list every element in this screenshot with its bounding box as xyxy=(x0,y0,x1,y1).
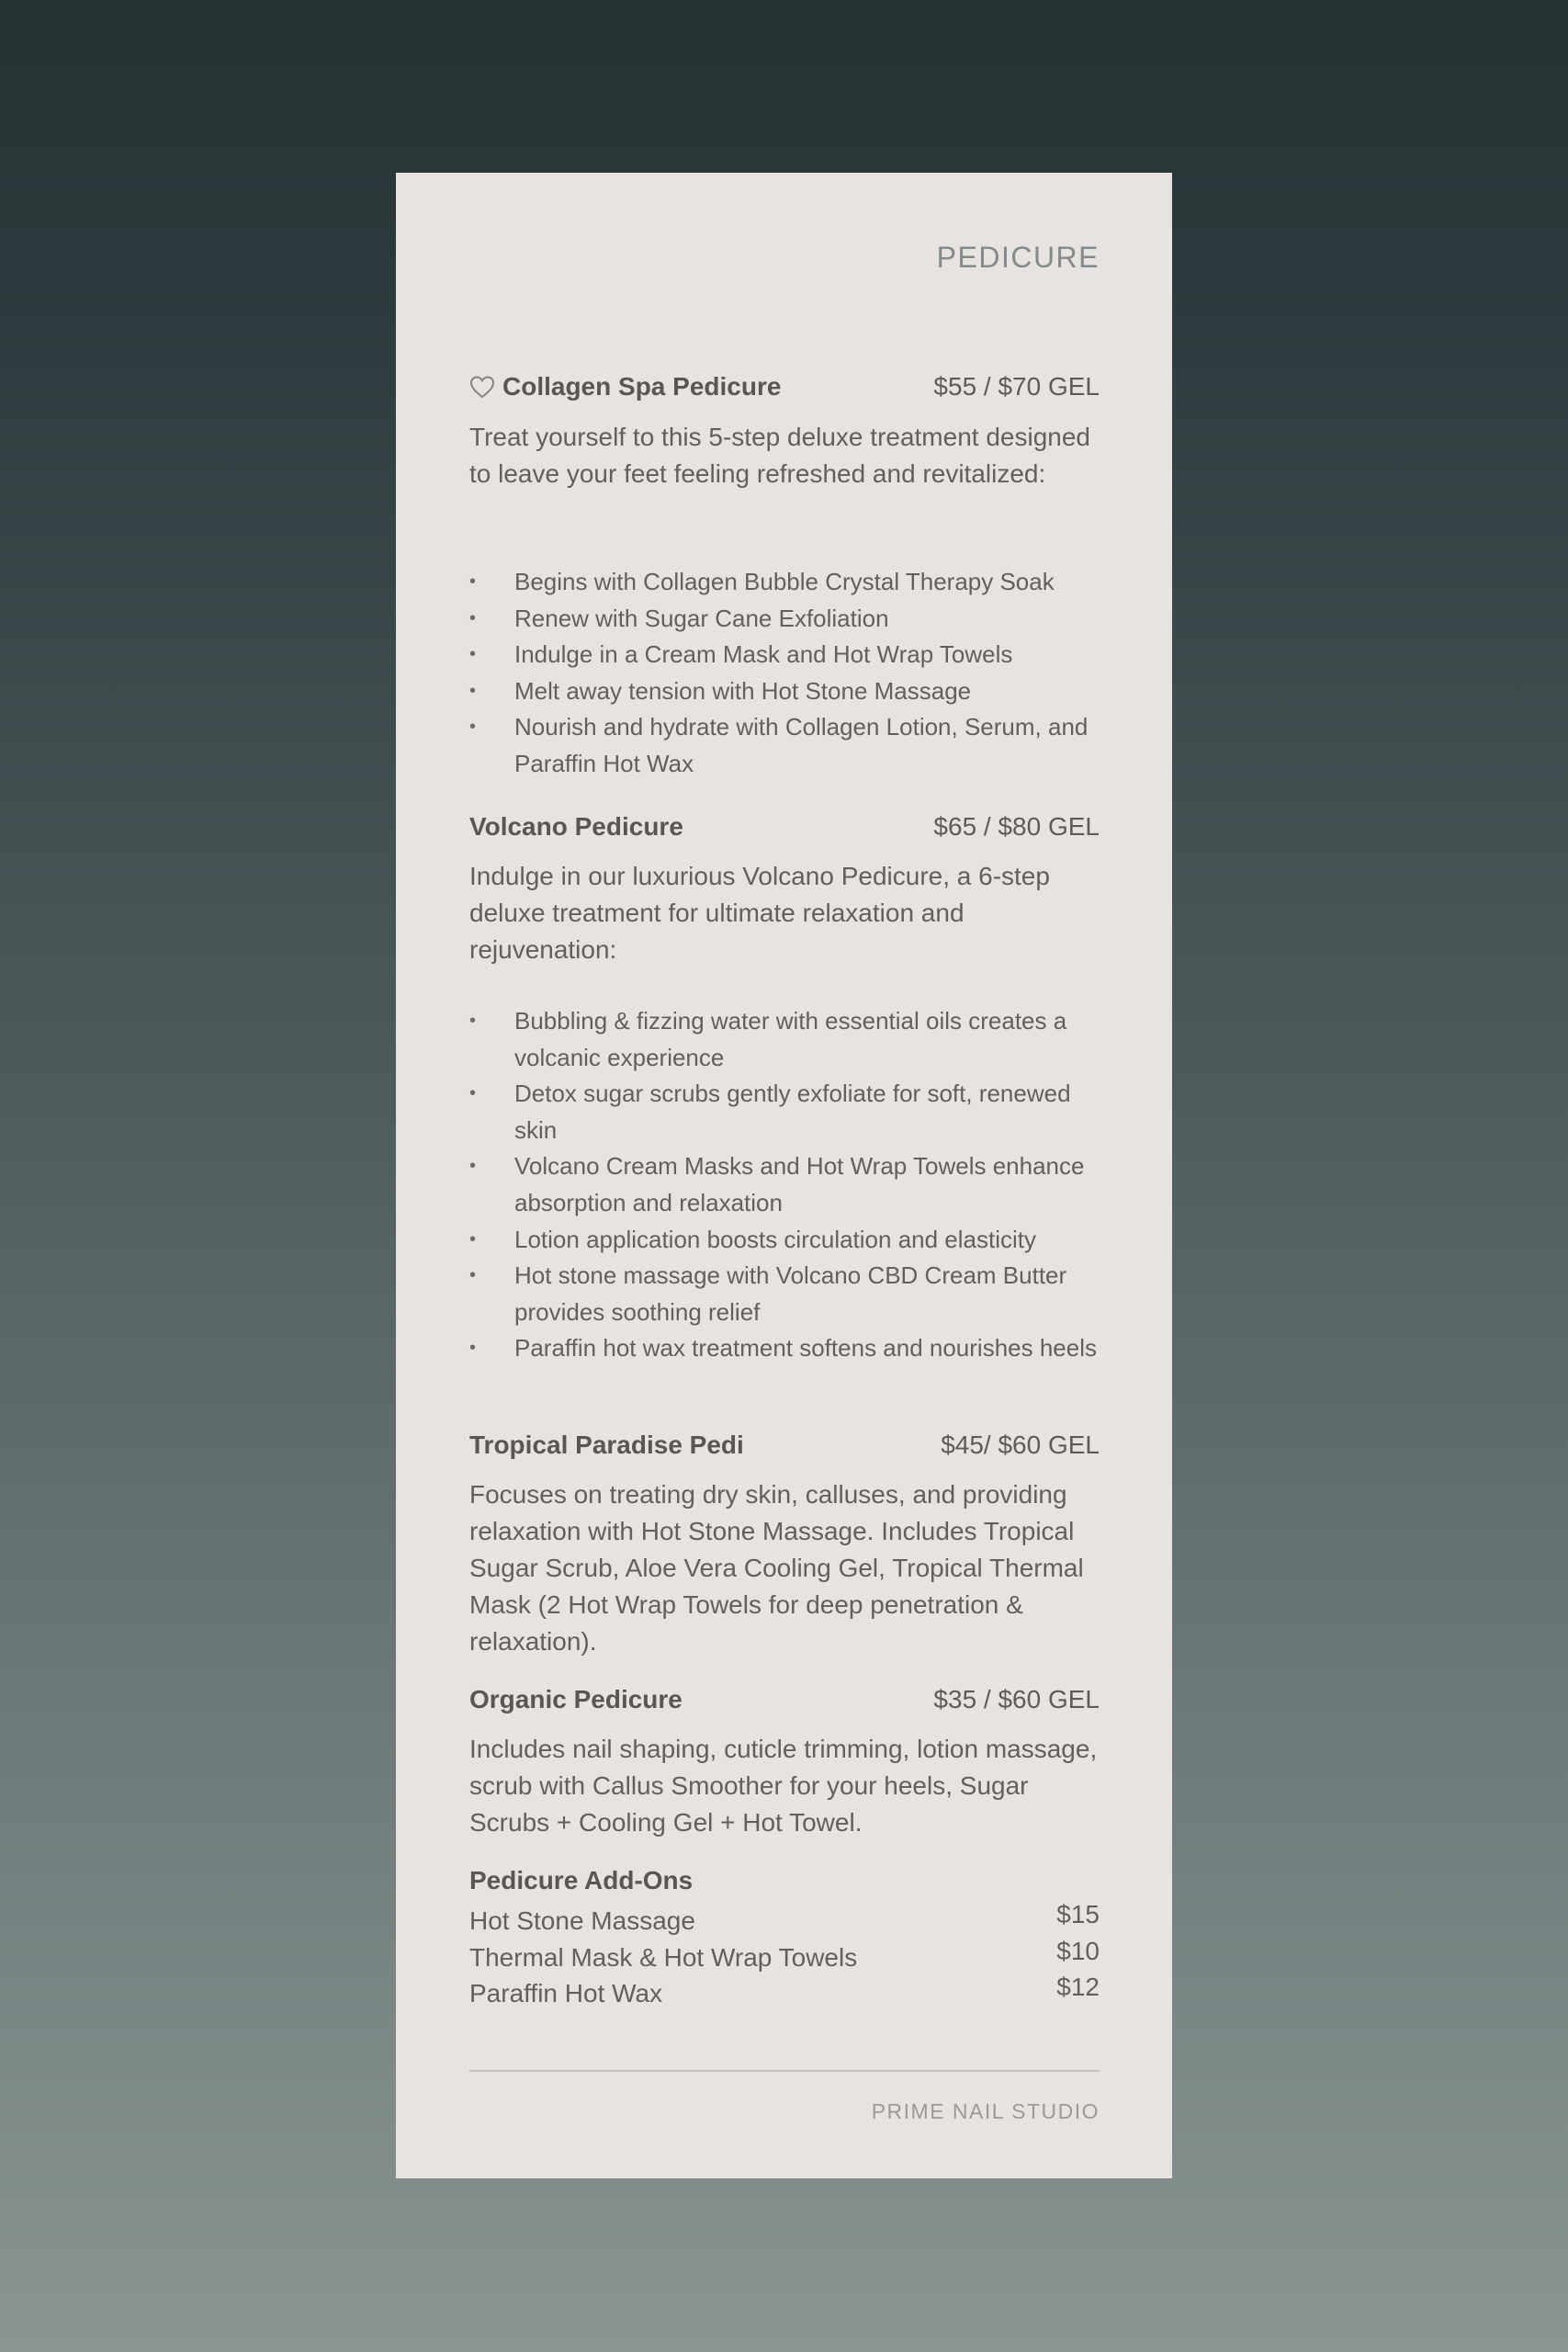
addon-price: $15 xyxy=(1056,1900,1100,1928)
step-item: • Melt away tension with Hot Stone Massage xyxy=(469,673,1100,710)
addon-price: $12 xyxy=(1056,1973,1100,2002)
service-price: $65 / $80 GEL xyxy=(933,812,1100,841)
menu-card xyxy=(396,173,1172,2178)
service-header xyxy=(469,1681,1100,1718)
service-price: $55 / $70 GEL xyxy=(933,372,1100,401)
step-item: • Detox sugar scrubs gently exfoliate for soft, renewed skin xyxy=(469,1076,1100,1148)
step-item: • Hot stone massage with Volcano CBD Cream Butter provides soothing relief xyxy=(469,1258,1100,1330)
addon-name: Paraffin Hot Wax xyxy=(469,1979,663,2008)
service-description: Treat yourself to this 5-step deluxe treatment designed to leave your feet feeling refreshed and revitalized: xyxy=(469,423,1090,488)
step-item: • Bubbling & fizzing water with essential oils creates a volcanic experience xyxy=(469,1003,1100,1076)
step-item: • Volcano Cream Masks and Hot Wrap Towels enhance absorption and relaxation xyxy=(469,1148,1100,1221)
service-name: Collagen Spa Pedicure xyxy=(502,372,782,401)
service-price: $45/ $60 GEL xyxy=(941,1430,1100,1459)
service-name: Volcano Pedicure xyxy=(469,812,683,841)
addon-row xyxy=(469,1900,1100,1943)
service-name: Organic Pedicure xyxy=(469,1685,682,1713)
addons-title: Pedicure Add-Ons xyxy=(469,1866,694,1894)
addon-list xyxy=(469,1900,1100,2016)
service-description: Focuses on treating dry skin, calluses, and providing relaxation with Hot Stone Massage. Includes Tropical Sugar Scrub, Aloe Vera Cooling Gel, Tropical Thermal Mask (2 Hot Wrap Towels for deep penetration & relaxation). xyxy=(469,1480,1084,1656)
service-steps xyxy=(469,564,1100,783)
footer-divider xyxy=(469,2070,1100,2072)
service-header xyxy=(469,368,1100,405)
addon-row xyxy=(469,1936,1100,1980)
service-name: Tropical Paradise Pedi xyxy=(469,1430,744,1459)
addon-name: Thermal Mask & Hot Wrap Towels xyxy=(469,1942,858,1972)
service-description: Indulge in our luxurious Volcano Pedicure, a 6-step deluxe treatment for ultimate relaxation and rejuvenation: xyxy=(469,862,1050,964)
step-item: • Begins with Collagen Bubble Crystal Therapy Soak xyxy=(469,564,1100,601)
service-price: $35 / $60 GEL xyxy=(933,1685,1100,1713)
addon-name: Hot Stone Massage xyxy=(469,1906,695,1935)
service-header xyxy=(469,1427,1100,1464)
step-item: • Renew with Sugar Cane Exfoliation xyxy=(469,601,1100,638)
service-header xyxy=(469,808,1100,845)
page-title: PEDICURE xyxy=(936,241,1100,274)
step-item: • Indulge in a Cream Mask and Hot Wrap Towels xyxy=(469,637,1100,673)
service-description: Includes nail shaping, cuticle trimming, lotion massage, scrub with Callus Smoother for your heels, Sugar Scrubs + Cooling Gel + Hot Towel. xyxy=(469,1735,1098,1837)
addon-row xyxy=(469,1973,1100,2016)
footer-brand: PRIME NAIL STUDIO xyxy=(871,2099,1100,2123)
step-item: • Lotion application boosts circulation and elasticity xyxy=(469,1222,1100,1259)
service-steps xyxy=(469,1003,1100,1367)
addon-price: $10 xyxy=(1056,1936,1100,1965)
step-item: • Paraffin hot wax treatment softens and nourishes heels xyxy=(469,1330,1100,1367)
heart-outline-icon xyxy=(469,375,495,399)
step-item: • Nourish and hydrate with Collagen Lotion, Serum, and Paraffin Hot Wax xyxy=(469,709,1100,782)
